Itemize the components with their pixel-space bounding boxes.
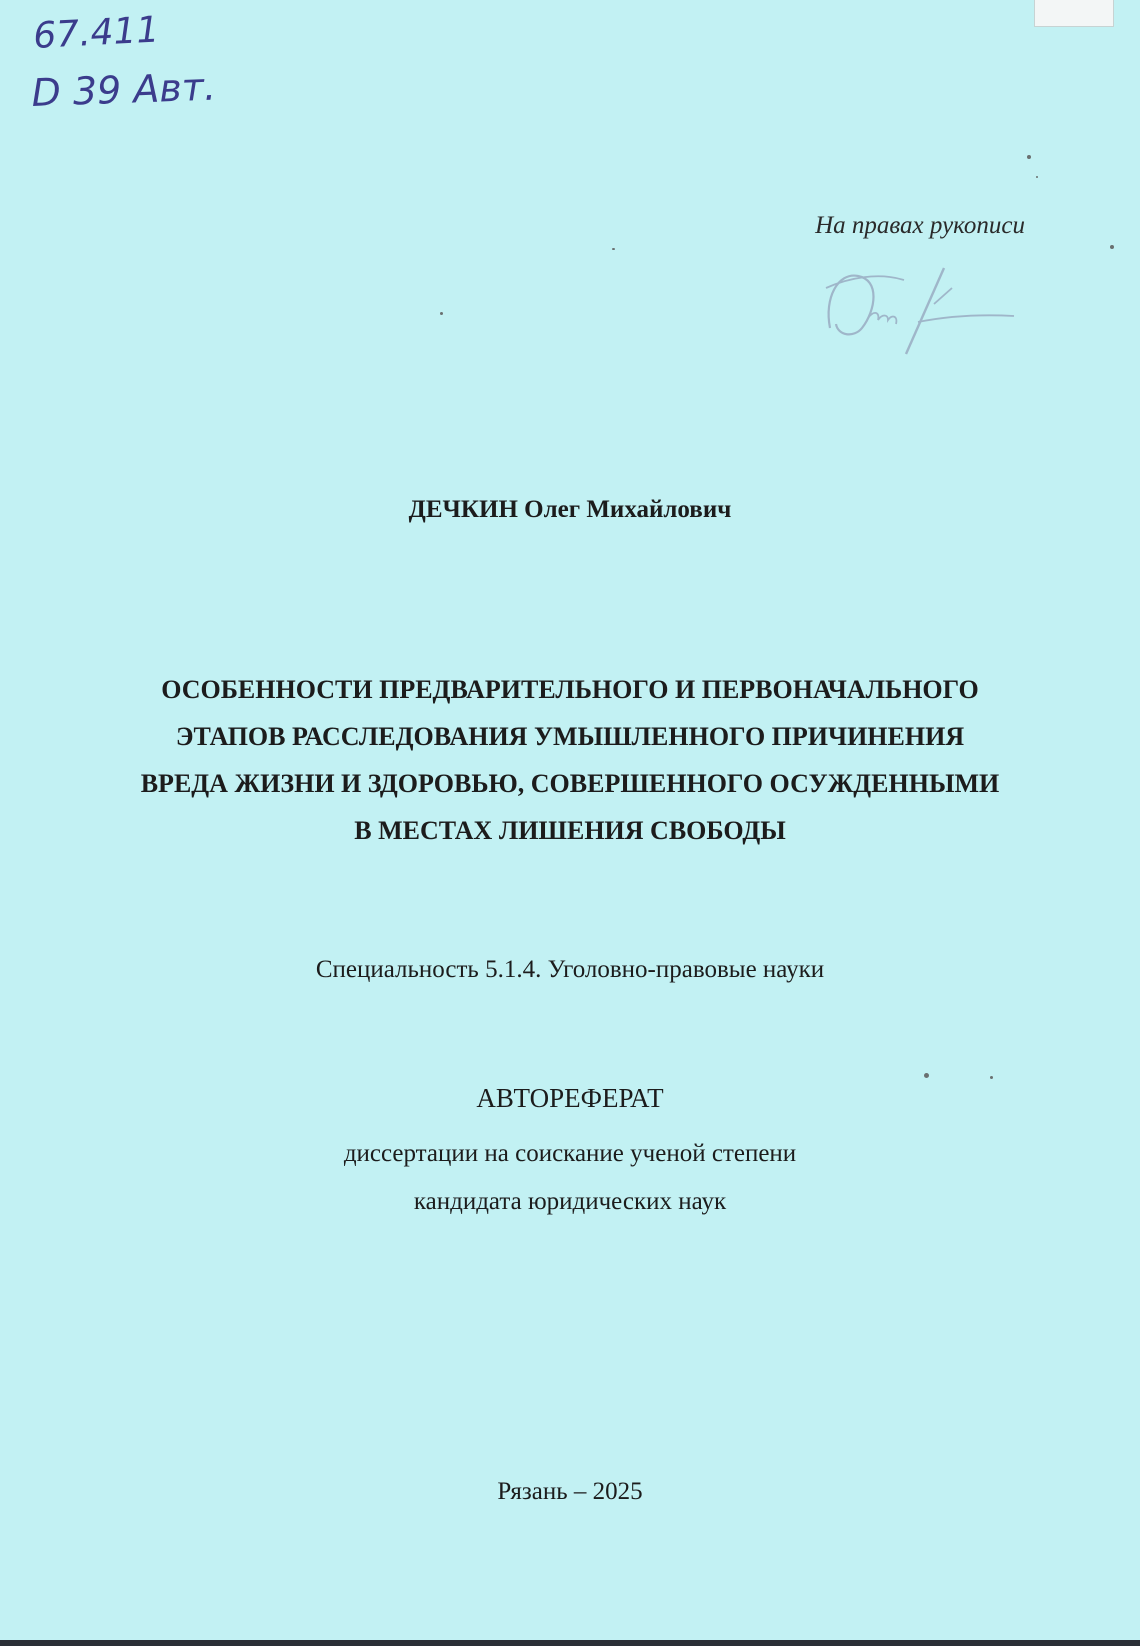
degree-line: диссертации на соискание ученой степени: [343, 1140, 797, 1167]
place-and-year: Рязань – 2025: [497, 1478, 643, 1505]
handwritten-signature: [818, 258, 1038, 378]
manuscript-rights-note: На правах рукописи: [815, 212, 1025, 239]
library-sticker: [1034, 0, 1114, 27]
dust-speck: [990, 1076, 993, 1079]
dissertation-title: [0, 666, 1140, 854]
dust-speck: [440, 312, 443, 315]
shelf-mark-line2: D 39 Авт.: [30, 64, 217, 115]
title-line: ОСОБЕННОСТИ ПРЕДВАРИТЕЛЬНОГО И ПЕРВОНАЧАЛЬНОГО: [161, 675, 979, 704]
title-line: В МЕСТАХ ЛИШЕНИЯ СВОБОДЫ: [354, 816, 786, 845]
degree-description: [0, 1130, 1140, 1226]
author-name: ДЕЧКИН Олег Михайлович: [408, 496, 732, 523]
degree-line: кандидата юридических наук: [413, 1188, 727, 1215]
document-type: АВТОРЕФЕРАТ: [476, 1083, 664, 1113]
shelf-mark-line1: 67.411: [32, 9, 161, 57]
handwritten-shelf-mark: [28, 8, 288, 118]
title-line: ВРЕДА ЖИЗНИ И ЗДОРОВЬЮ, СОВЕРШЕННОГО ОСУЖДЕННЫМИ: [140, 769, 1000, 798]
specialty-line: Специальность 5.1.4. Уголовно-правовые науки: [315, 956, 825, 983]
title-line: ЭТАПОВ РАССЛЕДОВАНИЯ УМЫШЛЕННОГО ПРИЧИНЕНИЯ: [175, 722, 965, 751]
dust-speck: [1036, 176, 1038, 178]
dust-speck: [612, 248, 615, 250]
scan-border: [0, 1640, 1140, 1646]
dust-speck: [924, 1073, 929, 1078]
dust-speck: [1027, 155, 1031, 159]
dust-speck: [1110, 245, 1114, 249]
